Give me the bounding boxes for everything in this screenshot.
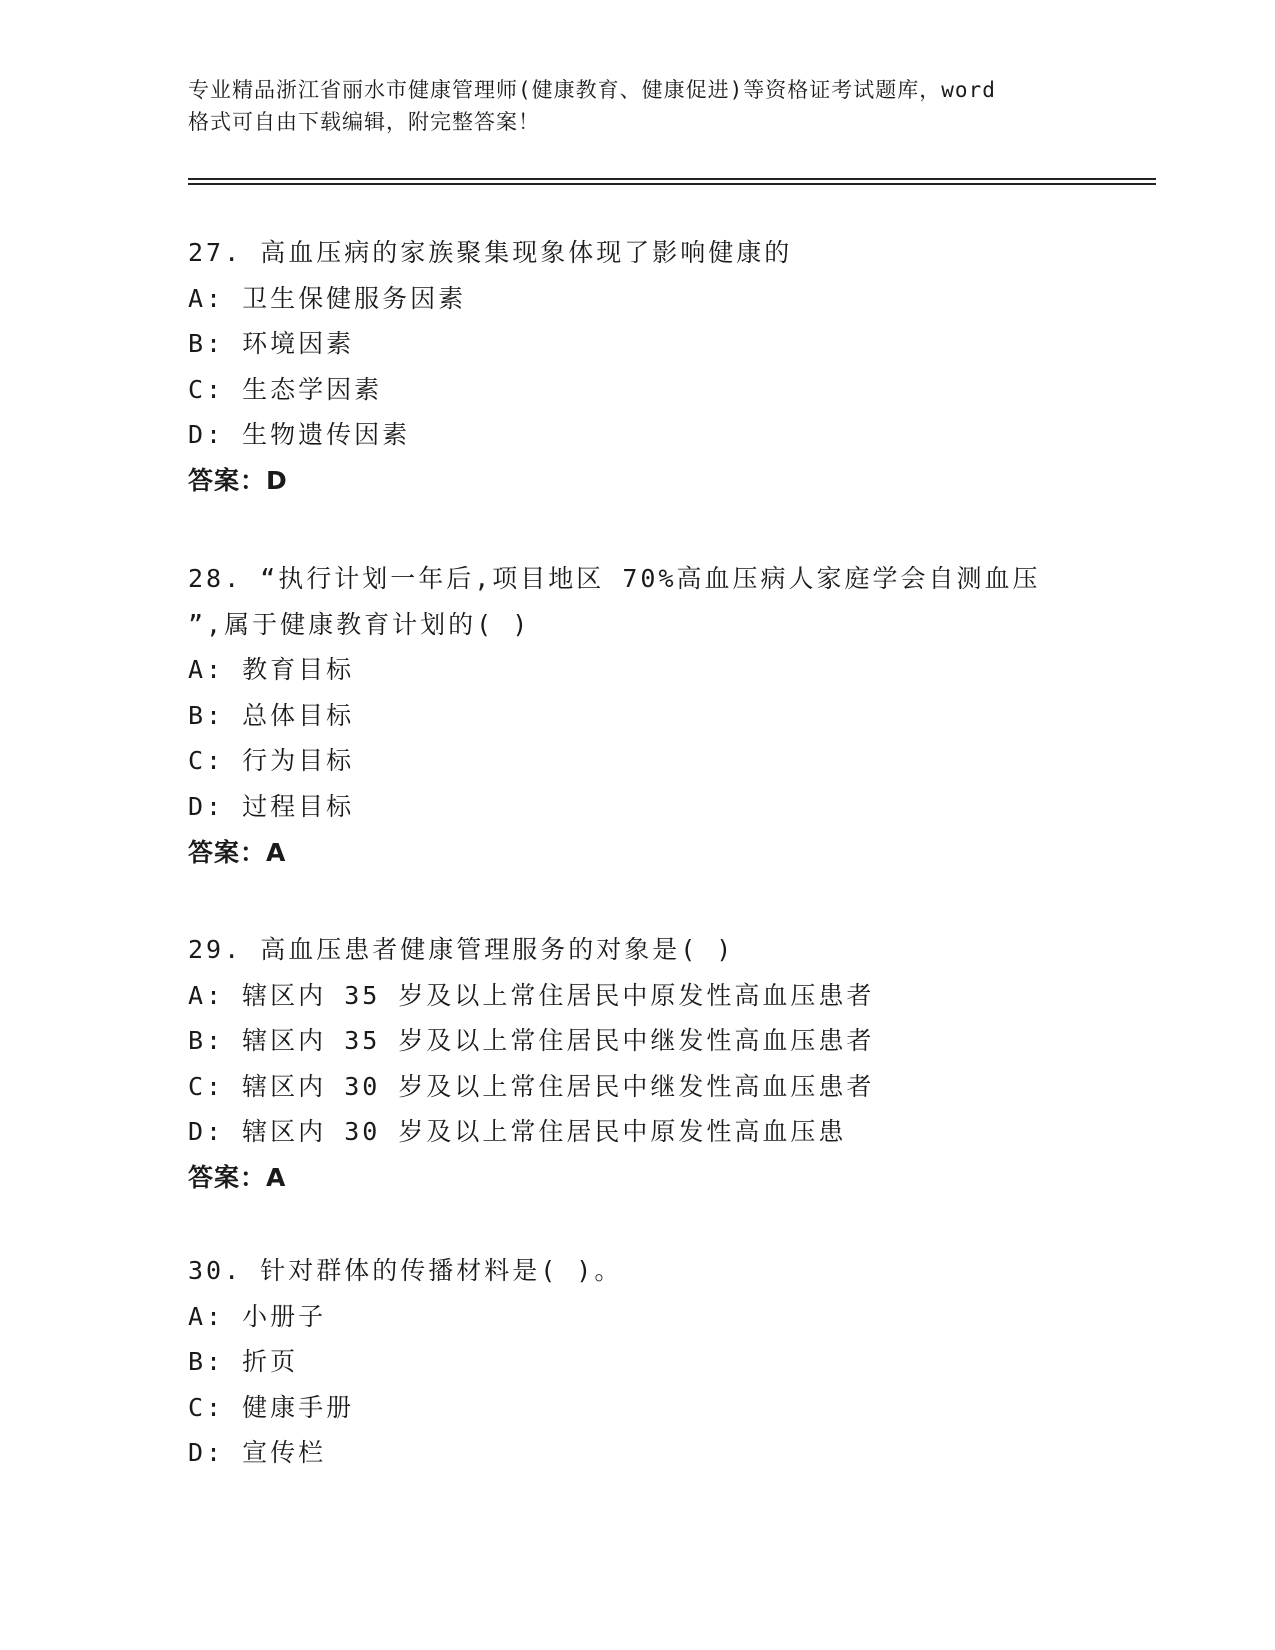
question-29 [188,927,1088,1201]
question-30 [188,1248,1088,1476]
question-stem: 28. “执行计划一年后,项目地区 70%高血压病人家庭学会自测血压 [188,564,1041,593]
question-stem: 29. 高血压患者健康管理服务的对象是( ) [188,935,735,964]
question-stem: 30. 针对群体的传播材料是( )。 [188,1256,623,1285]
document-header [188,74,1088,138]
option-c: C: 生态学因素 [188,374,383,404]
question-27 [188,230,1088,504]
header-divider-top [188,178,1156,180]
option-b: B: 总体目标 [188,700,355,730]
option-a: A: 教育目标 [188,655,355,685]
option-b: B: 辖区内 35 岁及以上常住居民中继发性高血压患者 [188,1026,875,1056]
option-d: D: 宣传栏 [188,1438,327,1468]
answer-line: 答案：D [188,465,288,495]
option-b: B: 折页 [188,1347,299,1377]
header-line-2: 格式可自由下载编辑，附完整答案！ [188,110,540,134]
option-d: D: 生物遗传因素 [188,420,411,450]
question-stem: 27. 高血压病的家族聚集现象体现了影响健康的 [188,238,793,267]
header-divider-bottom [188,183,1156,185]
question-stem-continued: ”,属于健康教育计划的( ) [188,609,531,639]
answer-line: 答案：A [188,1162,287,1192]
option-b: B: 环境因素 [188,329,355,359]
option-a: A: 辖区内 35 岁及以上常住居民中原发性高血压患者 [188,980,875,1010]
option-a: A: 卫生保健服务因素 [188,283,467,313]
option-c: C: 辖区内 30 岁及以上常住居民中继发性高血压患者 [188,1071,875,1101]
option-d: D: 辖区内 30 岁及以上常住居民中原发性高血压患 [188,1117,847,1147]
header-line-1: 专业精品浙江省丽水市健康管理师(健康教育、健康促进)等资格证考试题库，word [188,78,996,102]
option-d: D: 过程目标 [188,791,355,821]
answer-line: 答案：A [188,837,287,867]
question-28 [188,556,1088,875]
option-a: A: 小册子 [188,1301,327,1331]
option-c: C: 健康手册 [188,1392,355,1422]
option-c: C: 行为目标 [188,746,355,776]
